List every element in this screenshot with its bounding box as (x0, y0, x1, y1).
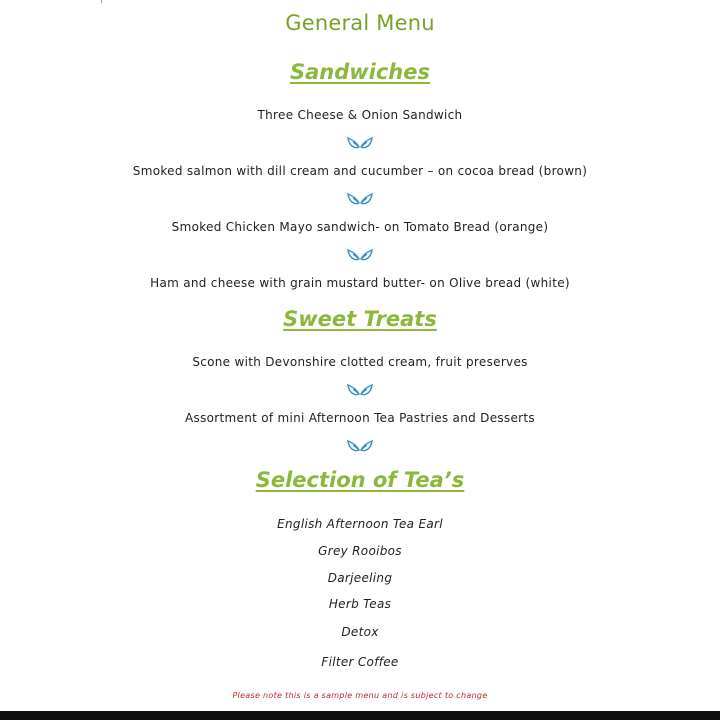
tea-item: Filter Coffee (321, 655, 399, 669)
menu-item: Assortment of mini Afternoon Tea Pastries and Desserts (185, 411, 535, 425)
tea-item: Herb Teas (328, 597, 392, 611)
section-heading-teas: Selection of Tea’s (255, 468, 465, 492)
disclaimer-note: Please note this is a sample menu and is subject to change (232, 691, 488, 700)
tea-item: English Afternoon Tea Earl (277, 517, 443, 531)
twin-leaf-ornament-icon (0, 438, 720, 456)
menu-item: Smoked Chicken Mayo sandwich- on Tomato Bread (orange) (171, 220, 549, 234)
twin-leaf-ornament-icon (0, 191, 720, 209)
menu-item: Ham and cheese with grain mustard butter- on Olive bread (white) (150, 276, 570, 290)
tea-item: Grey Rooibos (318, 544, 402, 558)
menu-item: Scone with Devonshire clotted cream, fruit preserves (192, 355, 528, 369)
tea-item: Darjeeling (327, 571, 393, 585)
page-title: General Menu (285, 11, 435, 35)
bottom-bar (0, 711, 720, 720)
tea-item: Detox (341, 625, 379, 639)
menu-item: Smoked salmon with dill cream and cucumber – on cocoa bread (brown) (132, 164, 588, 178)
section-heading-sandwiches: Sandwiches (289, 60, 431, 84)
section-heading-sweet-treats: Sweet Treats (283, 307, 437, 331)
twin-leaf-ornament-icon (0, 135, 720, 153)
ruler-tick (101, 0, 102, 3)
twin-leaf-ornament-icon (0, 247, 720, 265)
twin-leaf-ornament-icon (0, 382, 720, 400)
menu-item: Three Cheese & Onion Sandwich (257, 108, 463, 122)
